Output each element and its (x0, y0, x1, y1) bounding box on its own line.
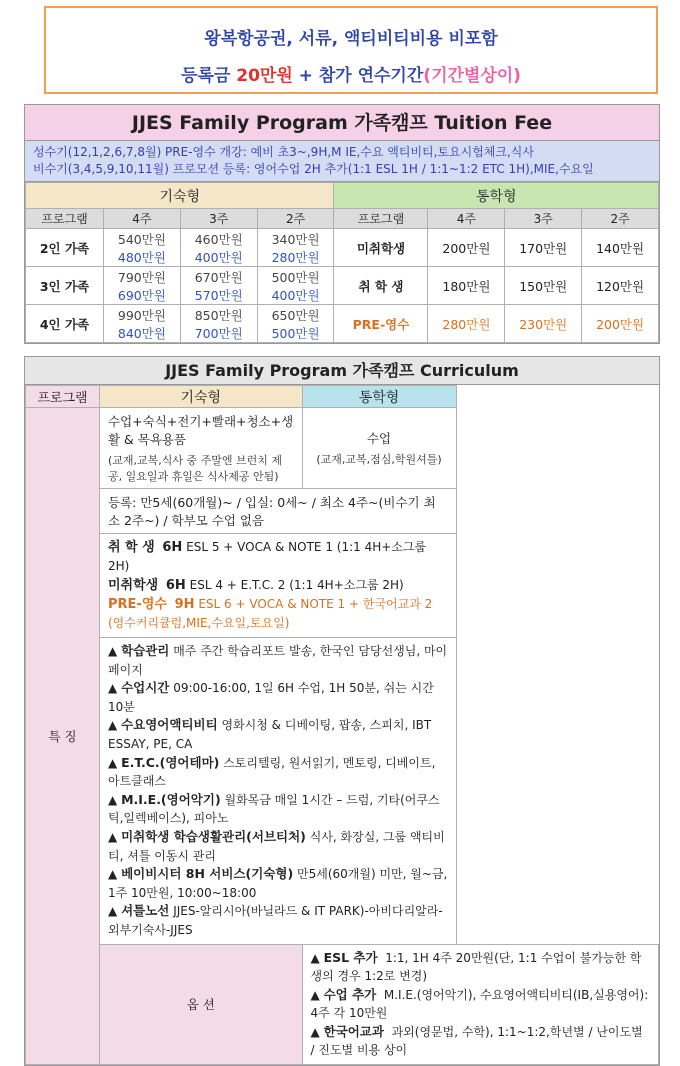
registration-info: 등록: 만5세(60개월)~ / 입실: 0세~ / 최소 4주~(비수기 최소 2주~) / 학부모 수업 없음 (100, 489, 457, 534)
price-off: 280만원 (271, 249, 320, 265)
course-item (108, 595, 448, 633)
column-header: 3주 (180, 209, 257, 229)
feature-item (108, 754, 448, 791)
curriculum-section (24, 356, 660, 1066)
feature-item (108, 865, 448, 902)
triangle-icon: ▲ (108, 644, 118, 658)
option-item (311, 949, 651, 986)
price-cell (104, 229, 181, 267)
option-key: 수업 추가 (323, 986, 377, 1002)
banner-line-2 (46, 61, 656, 86)
triangle-icon: ▲ (108, 681, 118, 696)
tuition-section (24, 104, 660, 344)
option-key: ESL 추가 (323, 949, 378, 965)
banner-text: 등록금 (181, 66, 237, 86)
course-desc: ESL 4 + E.T.C. 2 (1:1 4H+소그룹 2H) (189, 578, 404, 592)
feature-key: 수업시간 (121, 680, 170, 696)
price-off: 400만원 (194, 249, 243, 265)
price-cell: 200만원 (582, 305, 659, 343)
triangle-icon: ▲ (310, 1024, 320, 1039)
price-off: 840만원 (117, 325, 166, 341)
boarding-header: 기숙형 (100, 386, 303, 408)
table-row (26, 229, 659, 267)
feature-key: E.T.C.(영어테마) (121, 754, 220, 770)
option-item (311, 986, 651, 1023)
price-peak: 650만원 (271, 307, 320, 323)
price-off: 690만원 (117, 287, 166, 303)
price-cell (180, 267, 257, 305)
column-header: 3주 (505, 209, 582, 229)
feature-text: 매주 주간 학습리포트 발송, 한국인 담당선생님, 마이페이지 (108, 644, 448, 677)
curriculum-title: JJES Family Program 가족캠프 Curriculum (25, 357, 659, 385)
feature-item (108, 791, 448, 828)
price-off: 700만원 (194, 325, 243, 341)
feature-text: JJES-알리시아(바닐라드 & IT PARK)-아비다리알라-외부기숙사-JJES (108, 904, 443, 937)
price-cell: 150만원 (505, 267, 582, 305)
feature-list (100, 638, 457, 945)
notice-banner (44, 6, 658, 94)
table-row (26, 267, 659, 305)
course-list (100, 534, 457, 638)
price-cell: 140만원 (582, 229, 659, 267)
feature-label: 특 징 (26, 408, 100, 1065)
tuition-info (25, 141, 659, 182)
feature-key: 셔틀노선 (121, 903, 170, 919)
feature-key: 미취학생 학습생활관리(서브티처) (121, 828, 306, 844)
feature-text: 월화목금 매일 1시간 – 드럼, 기타(어쿠스틱,일렉베이스), 피아노 (108, 792, 440, 826)
banner-fee: 20만원 (236, 66, 293, 86)
course-hours: 6H (165, 578, 186, 593)
banner-text: + 참가 연수기간 (292, 66, 424, 86)
table-header-row (26, 209, 659, 229)
feature-key: M.I.E.(영어악기) (121, 791, 221, 807)
course-name: 미취학생 (108, 578, 159, 593)
triangle-icon: ▲ (108, 904, 118, 919)
price-cell (180, 229, 257, 267)
price-cell: 120만원 (582, 267, 659, 305)
price-cell: 230만원 (505, 305, 582, 343)
feature-key: 수요영어액티비티 (121, 717, 218, 733)
option-text: 1:1, 1H 4주 20만원(단, 1:1 수업이 불가능한 학생의 경우 1:2로 변경) (310, 950, 642, 984)
price-peak: 500만원 (271, 269, 320, 285)
option-text: M.I.E.(영어악기), 수요영어액티비티(IB,실용영어): 4주 각 10만원 (310, 987, 649, 1021)
triangle-icon: ▲ (108, 829, 118, 844)
banner-note: (기간별상이) (423, 66, 521, 86)
price-peak: 460만원 (194, 231, 243, 247)
price-peak: 850만원 (194, 307, 243, 323)
feature-text: 식사, 화장실, 그룹 액티비티, 셔틀 이동시 관리 (108, 829, 445, 863)
feature-key: 베이비시터 8H 서비스(기숙형) (121, 866, 294, 882)
boarding-group-header: 기숙형 (26, 183, 334, 209)
commute-includes (302, 408, 456, 489)
price-cell (180, 305, 257, 343)
price-cell: 200만원 (428, 229, 505, 267)
option-text: 과외(영문법, 수학), 1:1~1:2,학년별 / 난이도별 / 진도별 비용 상이 (310, 1024, 643, 1058)
commute-sub: (교재,교복,점심,학원셔틀) (316, 453, 442, 466)
column-header: 프로그램 (26, 209, 104, 229)
course-name: 취 학 생 (108, 540, 155, 555)
program-header: 프로그램 (26, 386, 100, 408)
feature-text: 09:00-16:00, 1일 6H 수업, 1H 50분, 쉬는 시간 10분 (108, 681, 434, 714)
program-name: 4인 가족 (26, 305, 104, 343)
commute-group-header: 통학형 (334, 183, 659, 209)
course-name: PRE-영수 (108, 597, 167, 612)
commute-main: 수업 (366, 431, 392, 446)
triangle-icon: ▲ (108, 867, 118, 882)
price-off: 400만원 (271, 287, 320, 303)
option-key: 한국어교과 (323, 1023, 384, 1039)
boarding-includes (100, 408, 303, 489)
feature-key: 학습관리 (121, 643, 170, 658)
price-peak: 540만원 (117, 231, 166, 247)
price-peak: 790만원 (117, 269, 166, 285)
tuition-title: JJES Family Program 가족캠프 Tuition Fee (25, 105, 659, 141)
program-name: 3인 가족 (26, 267, 104, 305)
price-cell: 180만원 (428, 267, 505, 305)
option-item (311, 1023, 651, 1060)
feature-text: 만5세(60개월) 미만, 월~금, 1주 10만원, 10:00~18:00 (108, 867, 448, 900)
price-cell: 170만원 (505, 229, 582, 267)
column-header: 2주 (257, 209, 334, 229)
triangle-icon: ▲ (108, 792, 118, 807)
feature-item (108, 679, 448, 716)
commute-header: 통학형 (302, 386, 456, 408)
banner-line-1: 왕복항공권, 서류, 액티비티비용 비포함 (204, 29, 498, 49)
triangle-icon: ▲ (108, 718, 118, 733)
curriculum-table (25, 385, 659, 1065)
course-hours: 9H (174, 597, 195, 612)
course-item (108, 576, 448, 595)
price-cell (257, 229, 334, 267)
commute-program-name: 취 학 생 (334, 267, 428, 305)
commute-program-name: PRE-영수 (334, 305, 428, 343)
price-cell (257, 305, 334, 343)
price-cell (104, 305, 181, 343)
column-header: 프로그램 (334, 209, 428, 229)
feature-item (108, 828, 448, 865)
peak-season-info: 성수기(12,1,2,6,7,8월) PRE-영수 개강: 예비 초3~,9H,M IE,수요 액티비티,토요시험체크,식사 (33, 145, 534, 159)
table-row (26, 305, 659, 343)
triangle-icon: ▲ (310, 987, 320, 1002)
price-peak: 990만원 (117, 307, 166, 323)
boarding-sub: (교재,교복,식사 중 주말엔 브런치 제공, 일요일과 휴일은 식사제공 안됨) (108, 454, 283, 483)
feature-item (108, 902, 448, 939)
feature-text: 영화시청 & 디베이팅, 팝송, 스피치, IBT ESSAY, PE, CA (108, 718, 432, 751)
course-desc: ESL 5 + VOCA & NOTE 1 (1:1 4H+소그룹 2H) (108, 540, 427, 573)
price-peak: 670만원 (194, 269, 243, 285)
price-cell (257, 267, 334, 305)
feature-item (108, 642, 448, 679)
option-list (302, 944, 659, 1065)
off-season-info: 비수기(3,4,5,9,10,11월) 프로모션 등록: 영어수업 2H 추가(1:1 ESL 1H / 1:1~1:2 ETC 1H),MIE,수요일 (33, 162, 594, 176)
price-cell: 280만원 (428, 305, 505, 343)
price-cell (104, 267, 181, 305)
column-header: 2주 (582, 209, 659, 229)
tuition-table (25, 182, 659, 343)
feature-text: 스토리텔링, 원서읽기, 멘토링, 디베이트, 아트클래스 (108, 755, 436, 789)
boarding-main: 수업+숙식+전기+빨래+청소+생활 & 목욕용품 (108, 414, 294, 447)
price-peak: 340만원 (271, 231, 320, 247)
triangle-icon: ▲ (310, 950, 320, 965)
commute-program-name: 미취학생 (334, 229, 428, 267)
course-item (108, 538, 448, 576)
price-off: 500만원 (271, 325, 320, 341)
program-name: 2인 가족 (26, 229, 104, 267)
feature-item (108, 716, 448, 753)
triangle-icon: ▲ (108, 755, 118, 770)
price-off: 480만원 (117, 249, 166, 265)
option-label: 옵 션 (100, 944, 303, 1065)
column-header: 4주 (104, 209, 181, 229)
column-header: 4주 (428, 209, 505, 229)
course-hours: 6H (162, 540, 183, 555)
course-desc: ESL 6 + VOCA & NOTE 1 + 한국어교과 2 (영수커리큘럼,MIE,수요일,토요일) (108, 597, 433, 630)
price-off: 570만원 (194, 287, 243, 303)
